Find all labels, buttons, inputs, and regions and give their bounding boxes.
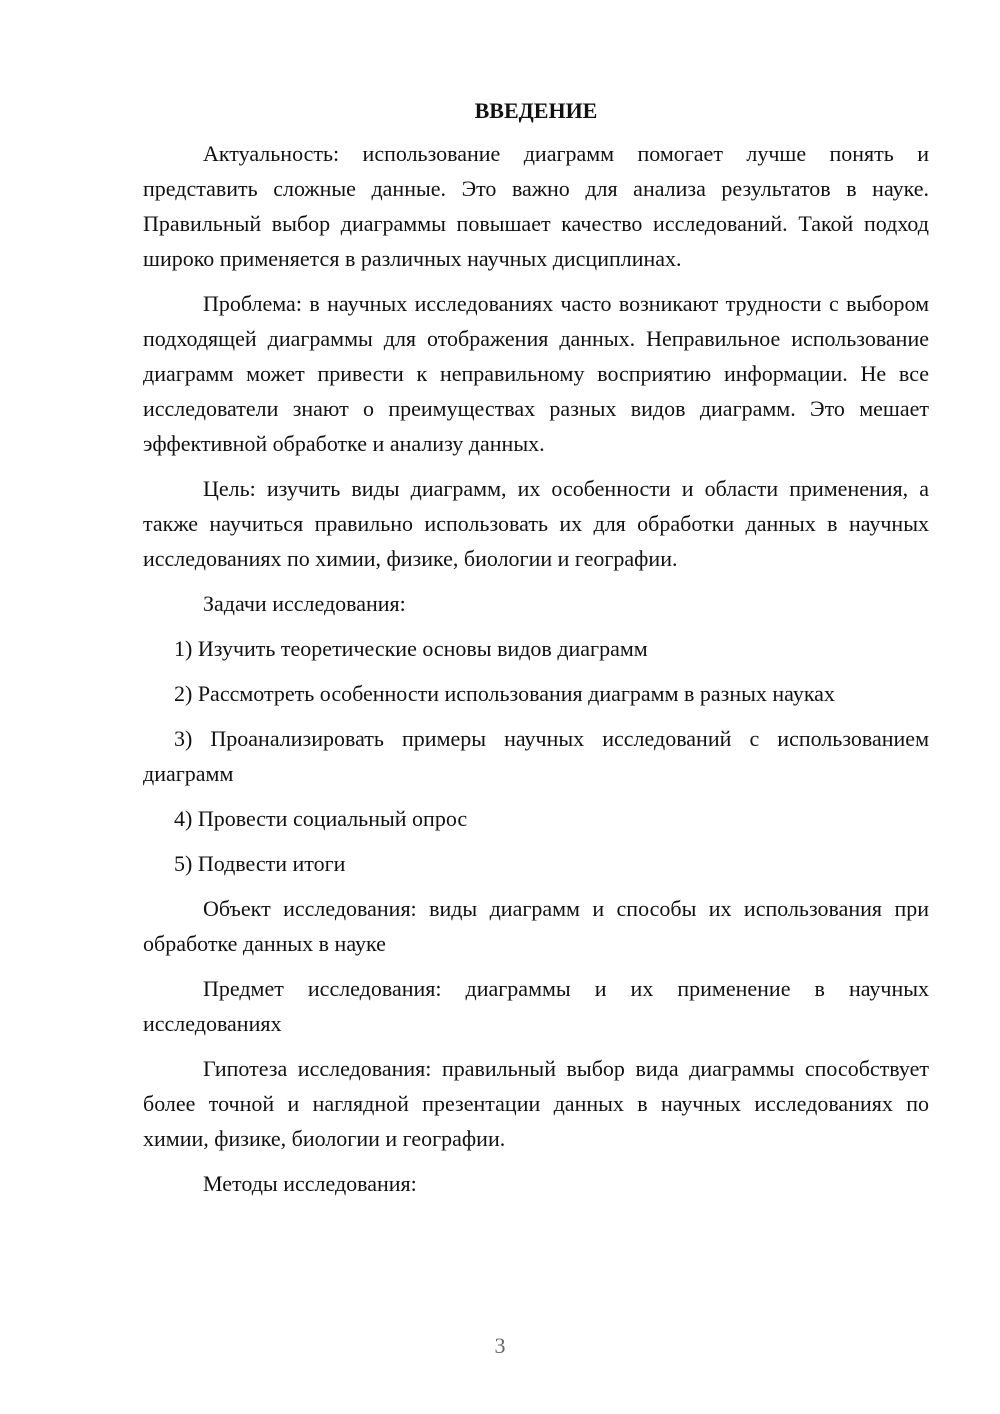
- tasks-heading: Задачи исследования:: [203, 591, 406, 616]
- list-item: 5) Подвести итоги: [174, 851, 346, 876]
- paragraph-goal: Цель: изучить виды диаграмм, их особенности и области применения, а также научиться правильно использовать их для обработки данных в научных исследованиях по химии, физике, биологии и географии.: [143, 476, 929, 571]
- paragraph-relevance: Актуальность: использование диаграмм помогает лучше понять и представить сложные данные. Это важно для анализа результатов в науке. Правильный выбор диаграммы повышает качество исследований. Такой подход широко применяется в различных научных дисциплинах.: [143, 141, 929, 271]
- paragraph-hypothesis: Гипотеза исследования: правильный выбор вида диаграммы способствует более точной и наглядной презентации данных в научных исследованиях по химии, физике, биологии и географии.: [143, 1056, 929, 1151]
- list-item: 2) Рассмотреть особенности использования диаграмм в разных науках: [174, 681, 835, 706]
- page-title: ВВЕДЕНИЕ: [474, 98, 598, 123]
- list-item: 4) Провести социальный опрос: [174, 806, 468, 831]
- list-item: 3) Проанализировать примеры научных исследований с использованием диаграмм: [143, 726, 929, 786]
- paragraph-subject: Предмет исследования: диаграммы и их применение в научных исследованиях: [143, 976, 929, 1036]
- document-page: [143, 96, 929, 1211]
- list-item: 1) Изучить теоретические основы видов диаграмм: [174, 636, 648, 661]
- paragraph-problem: Проблема: в научных исследованиях часто возникают трудности с выбором подходящей диаграммы для отображения данных. Неправильное использование диаграмм может привести к неправильному восприятию информации. Не все исследователи знают о преимуществах разных видов диаграмм. Это мешает эффективной обработке и анализу данных.: [143, 291, 929, 456]
- methods-heading: Методы исследования:: [203, 1171, 417, 1196]
- paragraph-object: Объект исследования: виды диаграмм и способы их использования при обработке данных в науке: [143, 896, 929, 956]
- page-number: 3: [494, 1333, 506, 1358]
- tasks-list: [143, 631, 929, 881]
